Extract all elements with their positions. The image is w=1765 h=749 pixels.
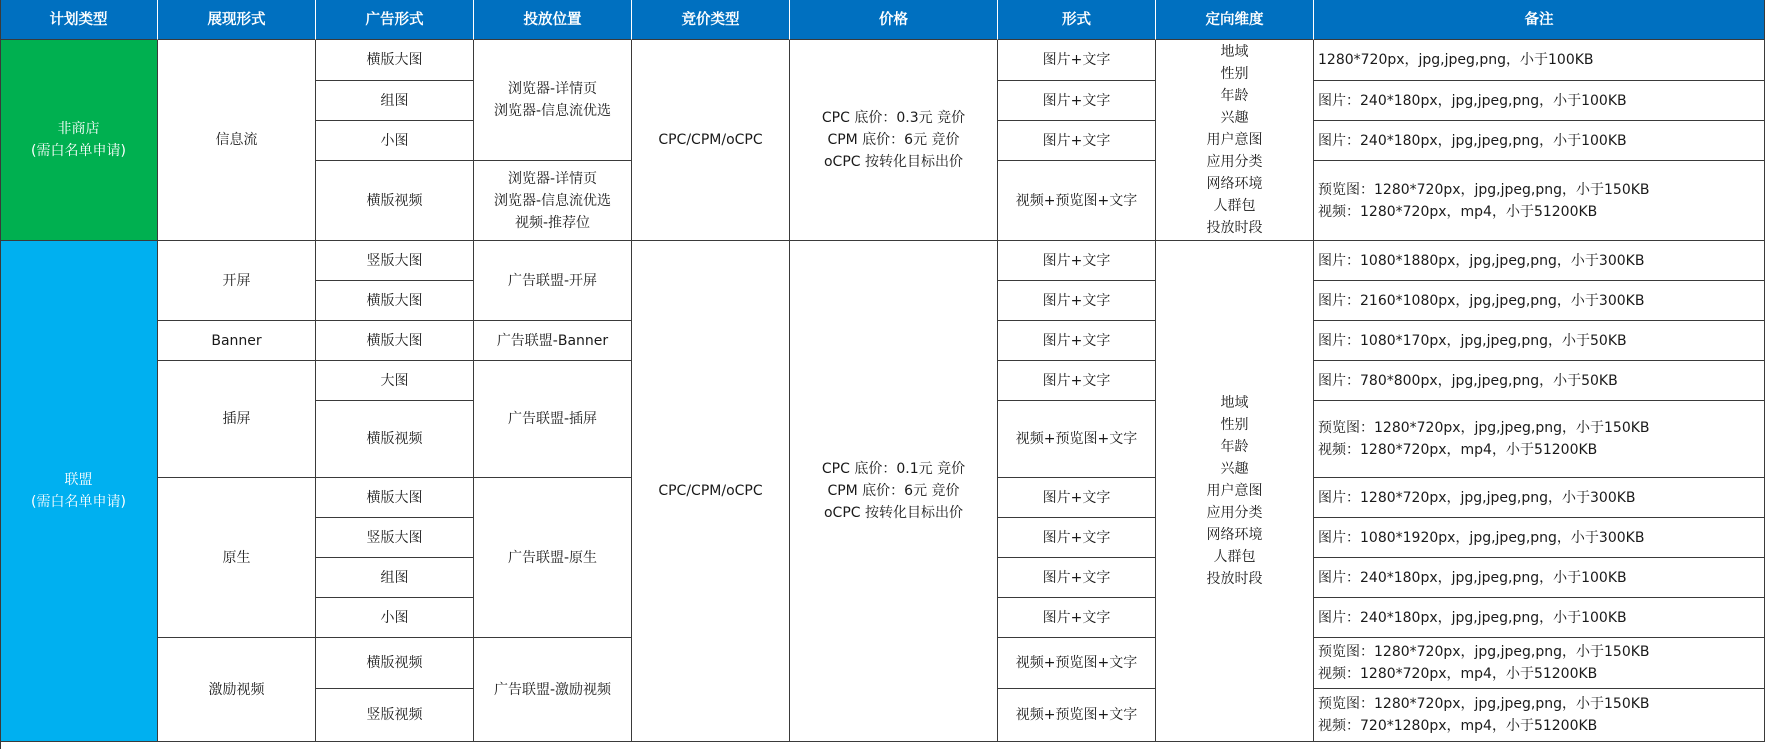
- plan-type-cell: [0, 241, 158, 742]
- display-form-cell-text: 原生: [222, 549, 251, 566]
- placement-cell: [474, 478, 632, 638]
- targeting-cell: [1156, 241, 1314, 742]
- ad-form-cell-text: 横版视频: [366, 655, 423, 671]
- format-cell-text: 视频+预览图+文字: [1015, 431, 1138, 447]
- header-plan-type: 计划类型: [0, 0, 158, 40]
- ad-form-cell-text: 小图: [380, 609, 409, 626]
- ad-form-cell-text: 横版大图: [366, 52, 423, 68]
- format-cell-text: 图片+文字: [1042, 332, 1111, 349]
- note-cell: [1314, 241, 1765, 281]
- placement-cell-text: 广告联盟-开屏: [507, 272, 598, 289]
- placement-cell: [474, 361, 632, 478]
- ad-form-cell-text: 小图: [380, 132, 409, 149]
- ad-form-cell: [316, 638, 474, 689]
- ad-form-cell: [316, 161, 474, 241]
- note-cell-text: 图片：1280*720px，jpg,jpeg,png，小于300KB: [1318, 489, 1636, 506]
- note-cell: [1314, 321, 1765, 361]
- ad-form-cell: [316, 558, 474, 598]
- display-form-cell: [158, 361, 316, 478]
- display-form-cell: [158, 40, 316, 241]
- display-form-cell: [158, 638, 316, 742]
- header-targeting: 定向维度: [1156, 0, 1314, 40]
- ad-form-cell: [316, 401, 474, 478]
- placement-cell-text: 浏览器-详情页 浏览器-信息流优选 视频-推荐位: [493, 170, 612, 231]
- ad-form-cell-text: 横版视频: [366, 192, 423, 209]
- format-cell-text: 图片+文字: [1042, 92, 1111, 109]
- placement-cell-text: 广告联盟-Banner: [496, 332, 609, 349]
- note-cell-text: 图片：1080*1920px，jpg,jpeg,png，小于300KB: [1318, 529, 1645, 546]
- ad-form-cell-text: 横版大图: [366, 489, 423, 506]
- note-cell: [1314, 81, 1765, 121]
- placement-cell: [474, 40, 632, 161]
- format-cell: [998, 478, 1156, 518]
- note-cell: [1314, 598, 1765, 638]
- format-cell-text: 图片+文字: [1042, 52, 1111, 68]
- format-cell: [998, 518, 1156, 558]
- targeting-cell-text: 地域 性别 年龄 兴趣 用户意图 应用分类 网络环境 人群包 投放时段: [1206, 44, 1263, 236]
- ad-form-cell: [316, 478, 474, 518]
- note-cell-text: 预览图：1280*720px，jpg,jpeg,png，小于150KB 视频：1280*720px，mp4，小于51200KB: [1318, 181, 1650, 220]
- note-cell-text: 图片：240*180px，jpg,jpeg,png，小于100KB: [1318, 92, 1627, 109]
- ad-form-cell-text: 横版大图: [366, 332, 423, 349]
- note-cell: [1314, 518, 1765, 558]
- display-form-cell: [158, 478, 316, 638]
- display-form-cell: [158, 321, 316, 361]
- ad-form-cell-text: 组图: [380, 92, 409, 109]
- format-cell: [998, 401, 1156, 478]
- ad-form-cell: [316, 598, 474, 638]
- note-cell: [1314, 558, 1765, 598]
- format-cell: [998, 281, 1156, 321]
- bid-type-cell: [632, 241, 790, 742]
- targeting-cell: [1156, 40, 1314, 241]
- format-cell: [998, 121, 1156, 161]
- note-cell: [1314, 121, 1765, 161]
- ad-form-cell: [316, 689, 474, 742]
- note-cell: [1314, 281, 1765, 321]
- format-cell-text: 图片+文字: [1042, 372, 1111, 389]
- ad-form-cell: [316, 321, 474, 361]
- display-form-cell-text: 插屏: [222, 411, 251, 427]
- format-cell: [998, 81, 1156, 121]
- note-cell: [1314, 361, 1765, 401]
- format-cell: [998, 689, 1156, 742]
- header-ad-form: 广告形式: [316, 0, 474, 40]
- ad-form-cell-text: 横版大图: [366, 292, 423, 309]
- display-form-cell: [158, 241, 316, 321]
- note-cell-text: 预览图：1280*720px，jpg,jpeg,png，小于150KB 视频：1280*720px，mp4，小于51200KB: [1318, 644, 1650, 682]
- ad-form-cell: [316, 241, 474, 281]
- placement-cell: [474, 638, 632, 742]
- format-cell: [998, 558, 1156, 598]
- placement-cell-text: 浏览器-详情页 浏览器-信息流优选: [493, 81, 612, 119]
- format-cell-text: 图片+文字: [1042, 569, 1111, 586]
- price-cell: [790, 40, 998, 241]
- targeting-cell-text: 地域 性别 年龄 兴趣 用户意图 应用分类 网络环境 人群包 投放时段: [1206, 395, 1263, 587]
- display-form-cell-text: 开屏: [222, 272, 251, 289]
- note-cell-text: 图片：780*800px，jpg,jpeg,png，小于50KB: [1318, 372, 1618, 389]
- note-cell: [1314, 638, 1765, 689]
- header-notes: 备注: [1314, 0, 1765, 40]
- price-cell-text: CPC 底价：0.1元 竞价 CPM 底价：6元 竞价 oCPC 按转化目标出价: [821, 461, 966, 521]
- plan-type-cell: [0, 40, 158, 241]
- note-cell: [1314, 40, 1765, 81]
- header-bid-type: 竞价类型: [632, 0, 790, 40]
- format-cell: [998, 40, 1156, 81]
- format-cell-text: 视频+预览图+文字: [1015, 707, 1138, 723]
- note-cell: [1314, 689, 1765, 742]
- display-form-cell-text: 信息流: [215, 132, 258, 148]
- format-cell-text: 图片+文字: [1042, 489, 1111, 506]
- price-cell-text: CPC 底价：0.3元 竞价 CPM 底价：6元 竞价 oCPC 按转化目标出价: [821, 110, 966, 170]
- format-cell-text: 图片+文字: [1042, 292, 1111, 309]
- format-cell: [998, 361, 1156, 401]
- placement-cell-text: 广告联盟-激励视频: [493, 681, 612, 698]
- ad-form-cell-text: 竖版大图: [366, 252, 423, 269]
- header-price: 价格: [790, 0, 998, 40]
- ad-form-cell: [316, 40, 474, 81]
- plan-type-cell-text: 非商店 (需白名单申请): [31, 121, 126, 159]
- format-cell: [998, 241, 1156, 281]
- note-cell-text: 图片：240*180px，jpg,jpeg,png，小于100KB: [1318, 569, 1627, 586]
- note-cell-text: 图片：1080*170px，jpg,jpeg,png，小于50KB: [1318, 332, 1627, 349]
- note-cell: [1314, 161, 1765, 241]
- header-format: 形式: [998, 0, 1156, 40]
- placement-cell: [474, 241, 632, 321]
- placement-cell: [474, 321, 632, 361]
- ad-form-cell-text: 大图: [380, 372, 409, 389]
- note-cell-text: 图片：240*180px，jpg,jpeg,png，小于100KB: [1318, 609, 1627, 626]
- display-form-cell-text: 激励视频: [208, 681, 265, 698]
- note-cell-text: 图片：240*180px，jpg,jpeg,png，小于100KB: [1318, 132, 1627, 149]
- ad-form-cell: [316, 81, 474, 121]
- placement-cell-text: 广告联盟-插屏: [507, 411, 598, 427]
- ad-form-cell-text: 组图: [380, 569, 409, 586]
- header-display-form: 展现形式: [158, 0, 316, 40]
- note-cell: [1314, 401, 1765, 478]
- note-cell-text: 图片：1080*1880px，jpg,jpeg,png，小于300KB: [1318, 252, 1645, 269]
- format-cell-text: 图片+文字: [1042, 252, 1111, 269]
- bid-type-cell: [632, 40, 790, 241]
- note-cell-text: 预览图：1280*720px，jpg,jpeg,png，小于150KB 视频：720*1280px，mp4，小于51200KB: [1318, 696, 1650, 734]
- note-cell: [1314, 478, 1765, 518]
- display-form-cell-text: Banner: [211, 332, 262, 349]
- format-cell: [998, 598, 1156, 638]
- note-cell-text: 预览图：1280*720px，jpg,jpeg,png，小于150KB 视频：1280*720px，mp4，小于51200KB: [1318, 420, 1650, 458]
- placement-cell: [474, 161, 632, 241]
- ad-form-cell: [316, 281, 474, 321]
- format-cell-text: 图片+文字: [1042, 529, 1111, 546]
- bid-type-cell-text: CPC/CPM/oCPC: [658, 483, 763, 499]
- header-placement: 投放位置: [474, 0, 632, 40]
- price-cell: [790, 241, 998, 742]
- format-cell-text: 视频+预览图+文字: [1015, 655, 1138, 671]
- ad-form-cell: [316, 518, 474, 558]
- format-cell: [998, 161, 1156, 241]
- ad-form-cell-text: 竖版视频: [366, 707, 423, 723]
- ad-form-cell-text: 竖版大图: [366, 529, 423, 546]
- format-cell-text: 图片+文字: [1042, 132, 1111, 149]
- plan-type-cell-text: 联盟 (需白名单申请): [31, 472, 126, 510]
- ad-form-cell: [316, 121, 474, 161]
- format-cell: [998, 638, 1156, 689]
- format-cell: [998, 321, 1156, 361]
- format-cell-text: 图片+文字: [1042, 609, 1111, 626]
- placement-cell-text: 广告联盟-原生: [507, 549, 598, 566]
- bid-type-cell-text: CPC/CPM/oCPC: [658, 132, 763, 148]
- note-cell-text: 图片：2160*1080px，jpg,jpeg,png，小于300KB: [1318, 292, 1645, 309]
- format-cell-text: 视频+预览图+文字: [1015, 192, 1138, 209]
- ad-form-cell: [316, 361, 474, 401]
- note-cell-text: 1280*720px，jpg,jpeg,png，小于100KB: [1318, 52, 1594, 68]
- ad-form-cell-text: 横版视频: [366, 431, 423, 447]
